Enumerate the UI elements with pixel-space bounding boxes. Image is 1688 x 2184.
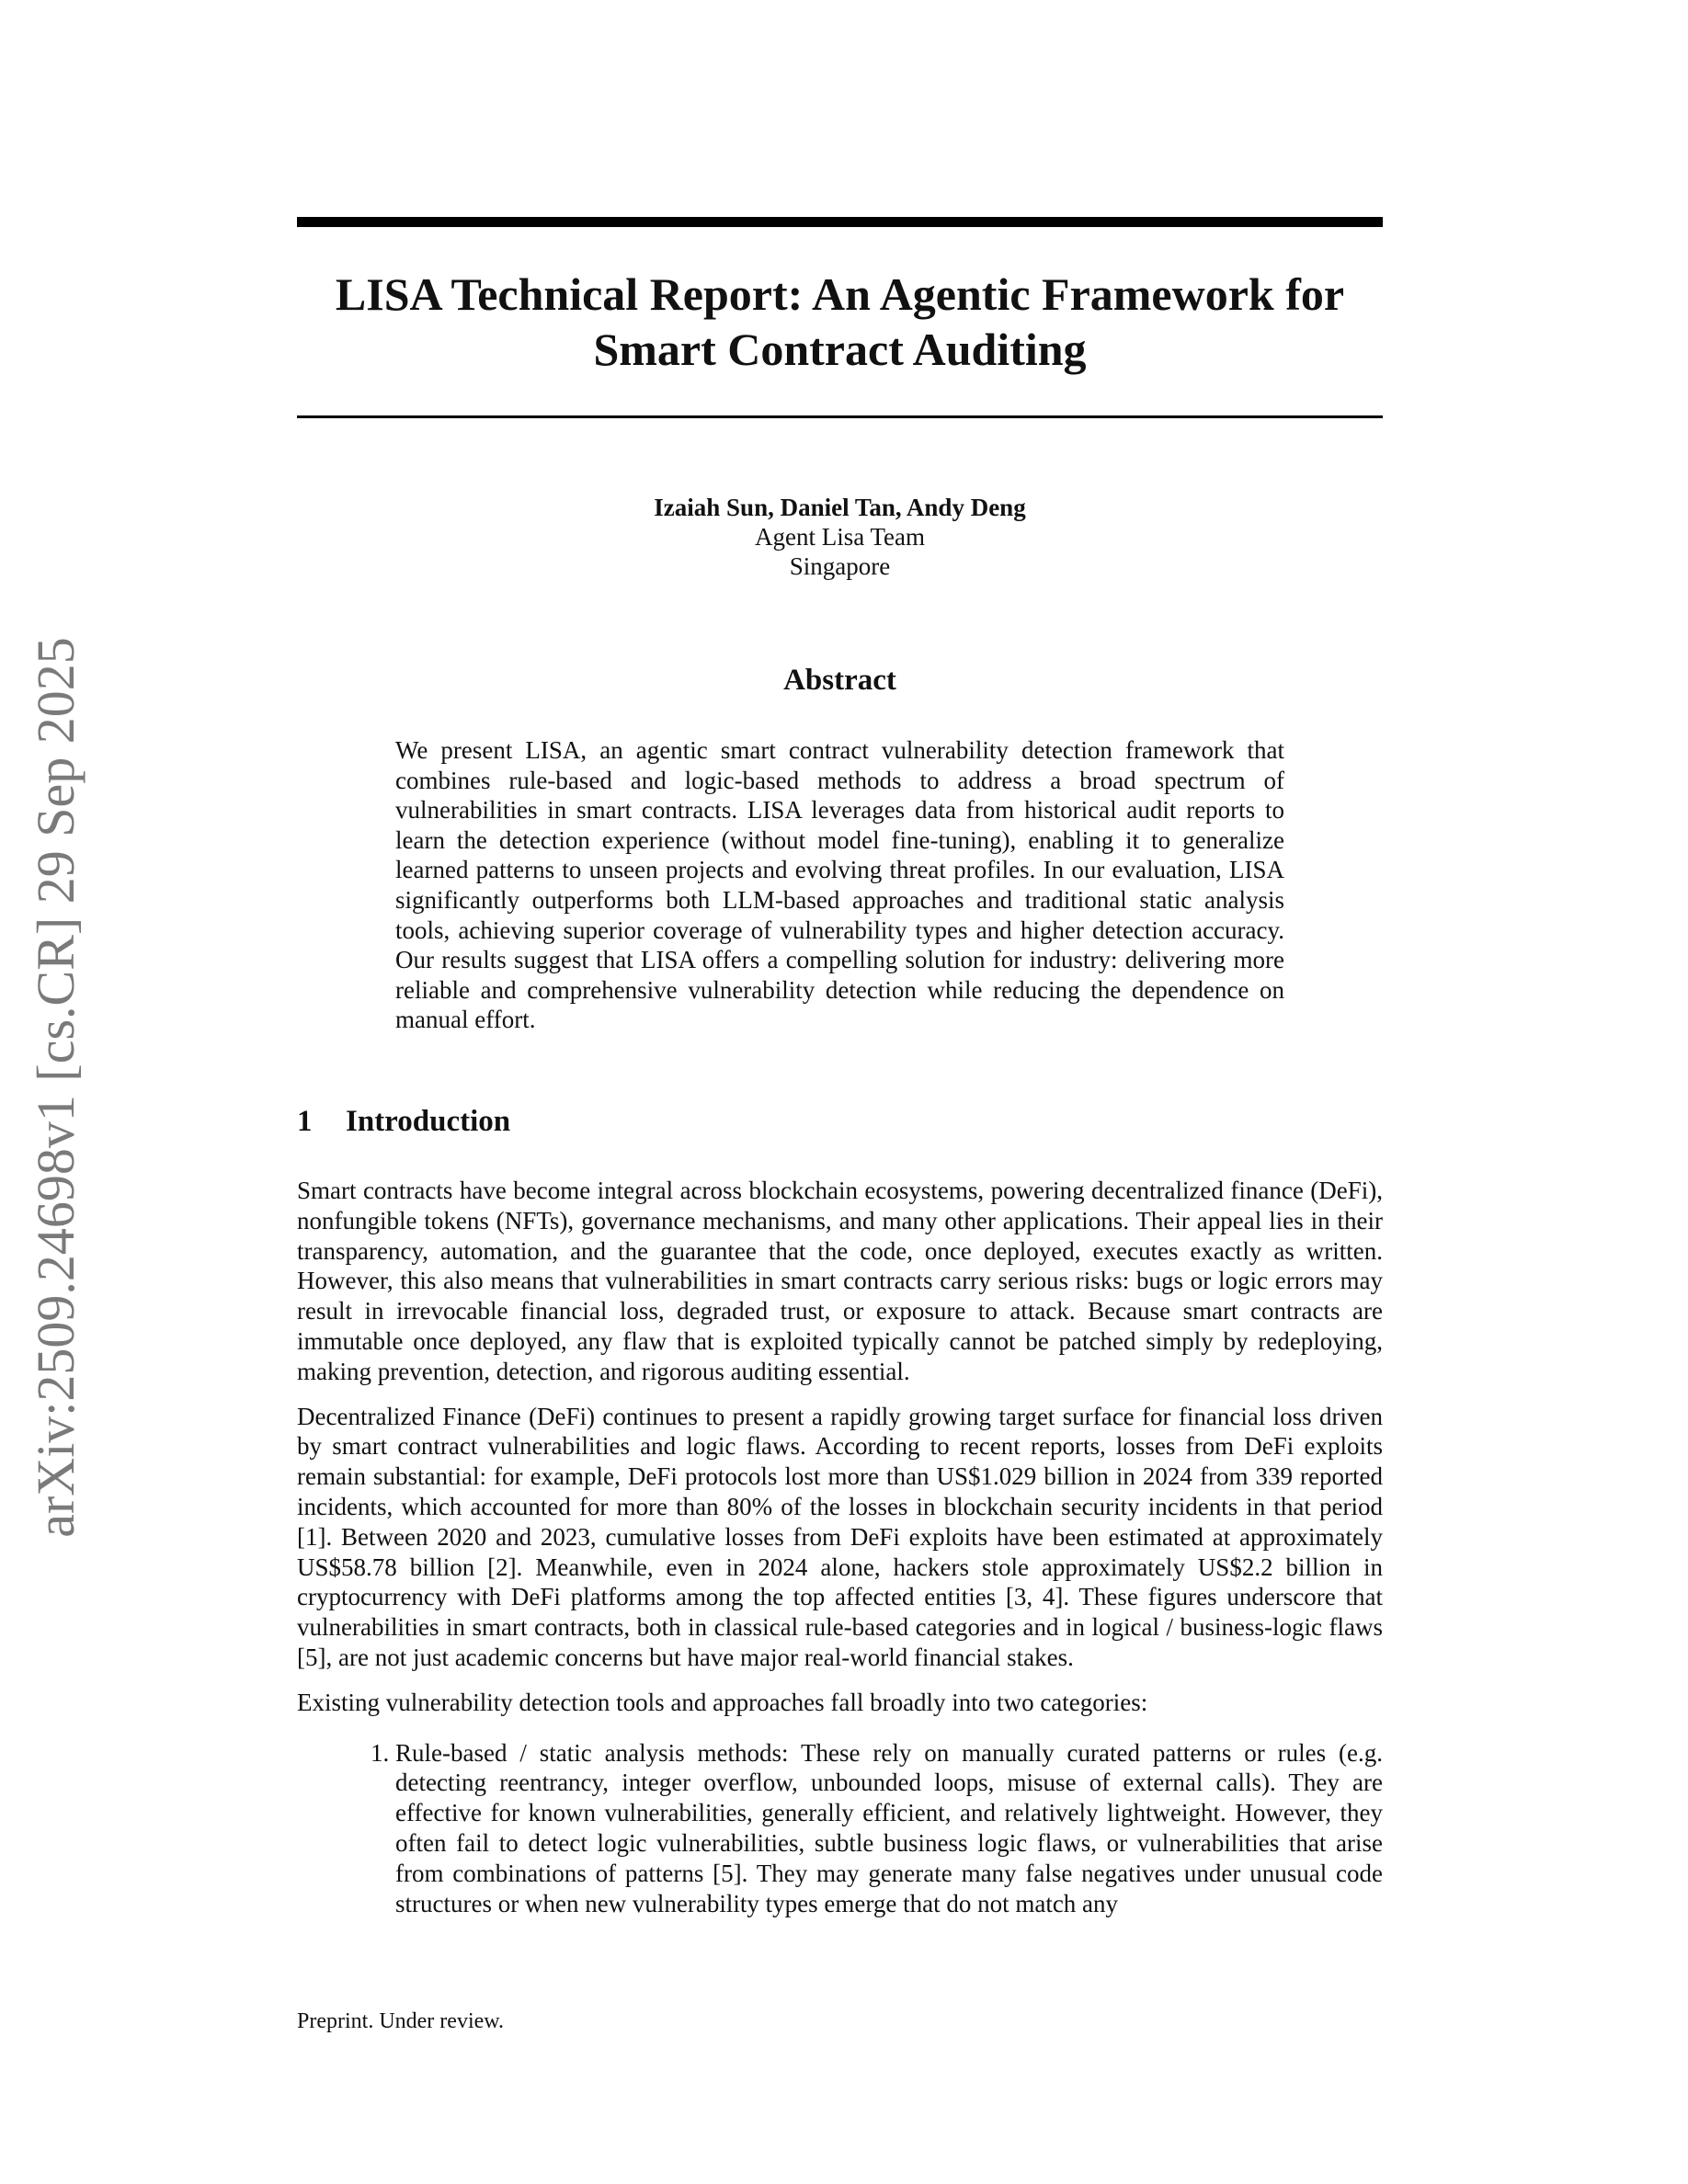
paper-title-line-2: Smart Contract Auditing bbox=[593, 324, 1087, 375]
intro-paragraph-2: Decentralized Finance (DeFi) continues to present a rapidly growing target surface for financial loss driven by smart contract vulnerabilities and logic flaws. According to recent reports, losses from DeFi exploits remain substantial: for example, DeFi protocols lost more than US$1.029 billion in 2024 from 339 reported incidents, which accounted for more than 80% of the losses in blockchain security incidents in that period [1]. Between 2020 and 2023, cumulative losses from DeFi exploits have been estimated at approximately US$58.78 billion [2]. Meanwhile, even in 2024 alone, hackers stole approximately US$2.2 billion in cryptocurrency with DeFi platforms among the top affected entities [3, 4]. These figures underscore that vulnerabilities in smart contracts, both in classical rule-based categories and in logical / business-logic flaws [5], are not just academic concerns but have major real-world financial stakes. bbox=[297, 1402, 1383, 1671]
section-title: Introduction bbox=[346, 1105, 511, 1138]
title-top-rule bbox=[297, 217, 1383, 227]
arxiv-side-identifier: arXiv:2509.24698v1 [cs.CR] 29 Sep 2025 bbox=[26, 637, 86, 1538]
section-number: 1 bbox=[297, 1105, 313, 1138]
paper-title-line-1: LISA Technical Report: An Agentic Framework for bbox=[335, 268, 1345, 320]
abstract-heading: Abstract bbox=[783, 664, 896, 697]
preprint-footer: Preprint. Under review. bbox=[297, 2009, 505, 2033]
section-heading-introduction bbox=[297, 1103, 1383, 1140]
intro-paragraph-1: Smart contracts have become integral across blockchain ecosystems, powering decentralized finance (DeFi), nonfungible tokens (NFTs), governance mechanisms, and many other applications. Their appeal lies in their transparency, automation, and the guarantee that the code, once deployed, executes exactly as written. However, this also means that vulnerabilities in smart contracts carry serious risks: bugs or logic errors may result in irrevocable financial loss, degraded trust, or exposure to attack. Because smart contracts are immutable once deployed, any flaw that is exploited typically cannot be patched simply by redeploying, making prevention, detection, and rigorous auditing essential. bbox=[297, 1177, 1383, 1385]
author-affiliation: Agent Lisa Team bbox=[754, 523, 926, 551]
author-location: Singapore bbox=[789, 552, 891, 580]
paper-title bbox=[297, 267, 1383, 377]
intro-paragraph-3: Existing vulnerability detection tools and approaches fall broadly into two categories: bbox=[297, 1688, 1148, 1716]
approach-list bbox=[297, 1738, 1383, 1919]
abstract-text: We present LISA, an agentic smart contract vulnerability detection framework that combines rule-based and logic-based methods to address a broad spectrum of vulnerabilities in smart contracts. LISA leverages data from historical audit reports to learn the detection experience (without model fine-tuning), enabling it to generalize learned patterns to unseen projects and evolving threat profiles. In our evaluation, LISA significantly outperforms both LLM-based approaches and traditional static analysis tools, achieving superior coverage of vulnerability types and higher detection accuracy. Our results suggest that LISA offers a compelling solution for industry: delivering more reliable and comprehensive vulnerability detection while reducing the dependence on manual effort. bbox=[395, 736, 1284, 1034]
author-block bbox=[297, 493, 1383, 581]
approach-list-item: 1. Rule-based / static analysis methods: These rely on manually curated patterns or rules (e.g. detecting reentrancy, integer overflow, unbounded loops, misuse of external calls). They are effective for known vulnerabilities, generally efficient, and relatively lightweight. However, they often fail to detect logic vulnerabilities, subtle business logic flaws, or vulnerabilities that arise from combinations of patterns [5]. They may generate many false negatives under unusual code structures or when new vulnerability types emerge that do not match any bbox=[395, 1738, 1383, 1919]
author-names: Izaiah Sun, Daniel Tan, Andy Deng bbox=[654, 494, 1026, 521]
title-bottom-rule bbox=[297, 415, 1383, 418]
introduction-body bbox=[297, 1176, 1383, 1918]
